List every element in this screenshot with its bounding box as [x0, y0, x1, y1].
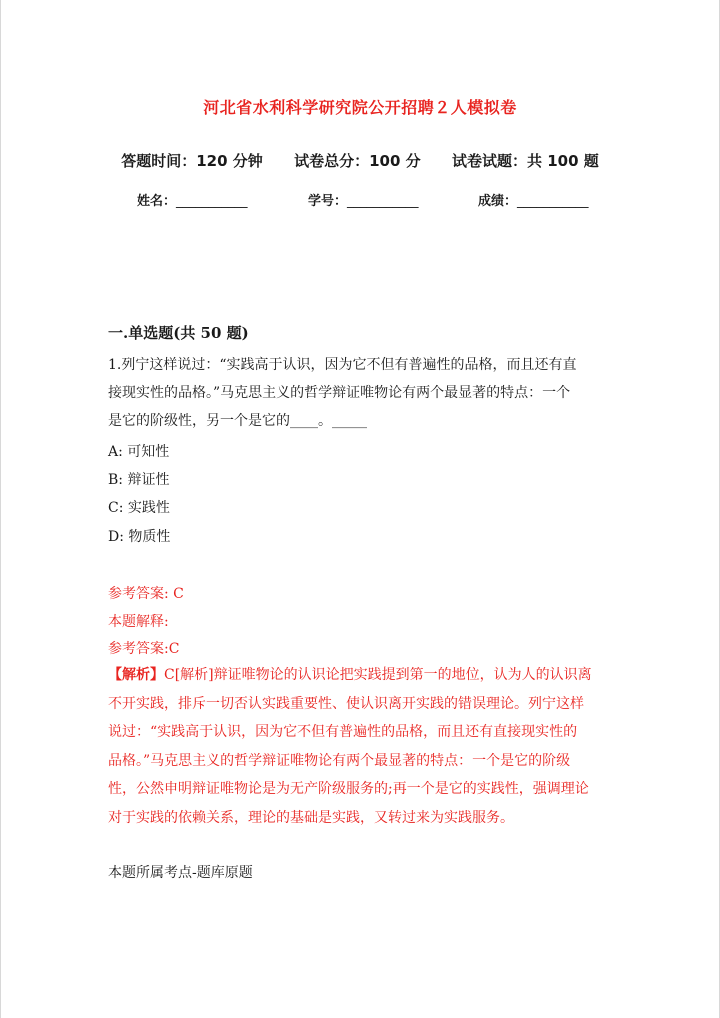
analysis-line: 说过：“实践高于认识，因为它不但有普遍性的品格，而且还有直接现实性的 — [108, 724, 578, 740]
question-line: 是它的阶级性，另一个是它的____。_____ — [108, 413, 367, 429]
student-name-field — [137, 190, 248, 209]
score-blank: ___________ — [517, 194, 589, 209]
question-line: 1.列宁这样说过：“实践高于认识，因为它不但有普遍性的品格，而且还有直 — [108, 357, 577, 373]
explanation-label: 本题解释: — [108, 614, 169, 630]
question-line: 接现实性的品格。”马克思主义的哲学辩证唯物论有两个最显著的特点：一个 — [108, 385, 571, 401]
analysis-line: 不开实践，排斥一切否认实践重要性、使认识离开实践的错误理论。列宁这样 — [108, 695, 584, 712]
option-d: D: 物质性 — [108, 529, 171, 545]
exam-total-score: 试卷总分：100 分 — [294, 152, 421, 170]
exam-question-count: 试卷试题：共 100 题 — [452, 152, 599, 170]
question-stem — [108, 351, 608, 435]
section-title: 一.单选题(共 50 题) — [108, 324, 249, 342]
analysis-line: 对于实践的依赖关系，理论的基础是实践，又转过来为实践服务。 — [108, 809, 514, 826]
analysis-line: 性，公然申明辩证唯物论是为无产阶级服务的;再一个是它的实践性，强调理论 — [108, 781, 589, 797]
id-label: 学号： — [308, 194, 348, 209]
id-blank: ___________ — [347, 194, 419, 209]
student-id-field — [308, 190, 419, 209]
name-blank: ___________ — [176, 194, 248, 209]
analysis-block — [108, 661, 616, 832]
reference-answer-2: 参考答案:C — [108, 641, 180, 657]
knowledge-point: 本题所属考点-题库原题 — [108, 865, 253, 881]
analysis-line: 品格。”马克思主义的哲学辩证唯物论有两个最显著的特点：一个是它的阶级 — [108, 752, 571, 769]
option-a: A: 可知性 — [108, 444, 170, 460]
analysis-line: C[解析]辩证唯物论的认识论把实践提到第一的地位，认为人的认识离 — [164, 667, 592, 683]
reference-answer: 参考答案: C — [108, 586, 184, 602]
option-c: C: 实践性 — [108, 500, 170, 516]
analysis-tag: 【解析】 — [108, 667, 164, 683]
exam-info — [0, 150, 720, 171]
page-title: 河北省水利科学研究院公开招聘２人模拟卷 — [203, 98, 517, 117]
student-score-field — [478, 190, 589, 209]
exam-time: 答题时间：120 分钟 — [121, 152, 263, 170]
name-label: 姓名： — [137, 194, 177, 209]
option-b: B: 辩证性 — [108, 472, 170, 488]
score-label: 成绩： — [478, 194, 518, 209]
